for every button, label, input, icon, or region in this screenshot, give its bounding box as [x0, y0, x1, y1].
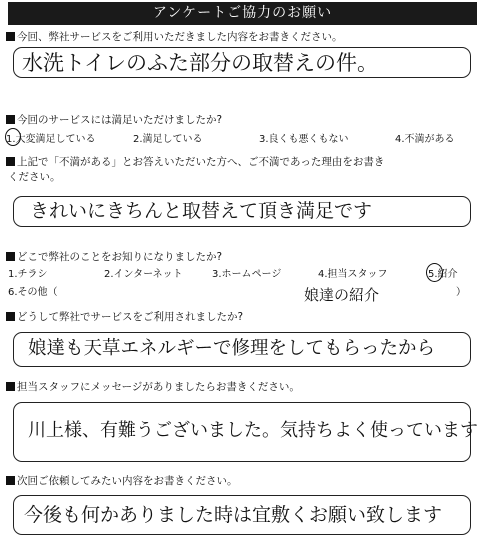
- bullet-square-icon: [6, 476, 15, 485]
- answer-6-handwriting: 川上様、有難うございました。気持ちよく使っています: [28, 420, 478, 441]
- bullet-square-icon: [6, 32, 15, 41]
- bullet-square-icon: [6, 312, 15, 321]
- q4-option-4: 4.担当スタッフ: [318, 269, 388, 280]
- question-1-text: 今回、弊社サービスをご利用いただきました内容をお書きください。: [17, 31, 343, 43]
- q4-option-2: 2.インターネット: [104, 269, 183, 280]
- question-2: [6, 113, 222, 127]
- q4-other-note-handwriting: 娘達の紹介: [304, 286, 380, 304]
- q4-option-other-close: ）: [456, 287, 466, 298]
- question-4-text: どこで弊社のことをお知りになりましたか?: [17, 251, 223, 263]
- selected-circle-mark: [5, 128, 21, 146]
- q2-option-1: 1.大変満足している: [6, 134, 96, 145]
- q2-option-4: 4.不満がある: [395, 134, 455, 145]
- question-5-text: どうして弊社でサービスをご利用されましたか?: [17, 311, 244, 323]
- q2-option-2: 2.満足している: [133, 134, 203, 145]
- answer-1-handwriting: 水洗トイレのふた部分の取替えの件。: [22, 51, 378, 75]
- q4-option-1: 1.チラシ: [8, 269, 48, 280]
- question-3-text: 上記で「不満がある」とお答えいただいた方へ、ご不満であった理由をお書き: [17, 156, 385, 168]
- question-5: [6, 310, 243, 324]
- bullet-square-icon: [6, 252, 15, 261]
- question-6: [6, 380, 300, 394]
- q4-option-other-label: 6.その他（: [8, 287, 58, 298]
- answer-7-handwriting: 今後も何かありました時は宜敷くお願い致します: [24, 504, 443, 526]
- bullet-square-icon: [6, 382, 15, 391]
- q2-option-3: 3.良くも悪くもない: [259, 134, 349, 145]
- question-4: [6, 250, 222, 264]
- answer-5-handwriting: 娘達も天草エネルギーで修理をしてもらったから: [28, 338, 436, 359]
- answer-3-handwriting: きれいにきちんと取替えて頂き満足です: [30, 200, 373, 222]
- bullet-square-icon: [6, 157, 15, 166]
- q4-option-5: 5.紹介: [428, 269, 458, 280]
- question-6-text: 担当スタッフにメッセージがありましたらお書きください。: [17, 381, 300, 393]
- question-7: [6, 474, 238, 488]
- question-7-text: 次回ご依頼してみたい内容をお書きください。: [17, 475, 238, 487]
- question-3-line2: ください。: [8, 171, 61, 183]
- question-1: [6, 30, 343, 44]
- question-3-line1: [6, 155, 384, 169]
- survey-title: アンケートご協力のお願い: [8, 2, 477, 25]
- bullet-square-icon: [6, 115, 15, 124]
- question-2-text: 今回のサービスには満足いただけましたか?: [17, 114, 223, 126]
- q4-option-3: 3.ホームページ: [212, 269, 282, 280]
- selected-circle-mark: [426, 263, 443, 282]
